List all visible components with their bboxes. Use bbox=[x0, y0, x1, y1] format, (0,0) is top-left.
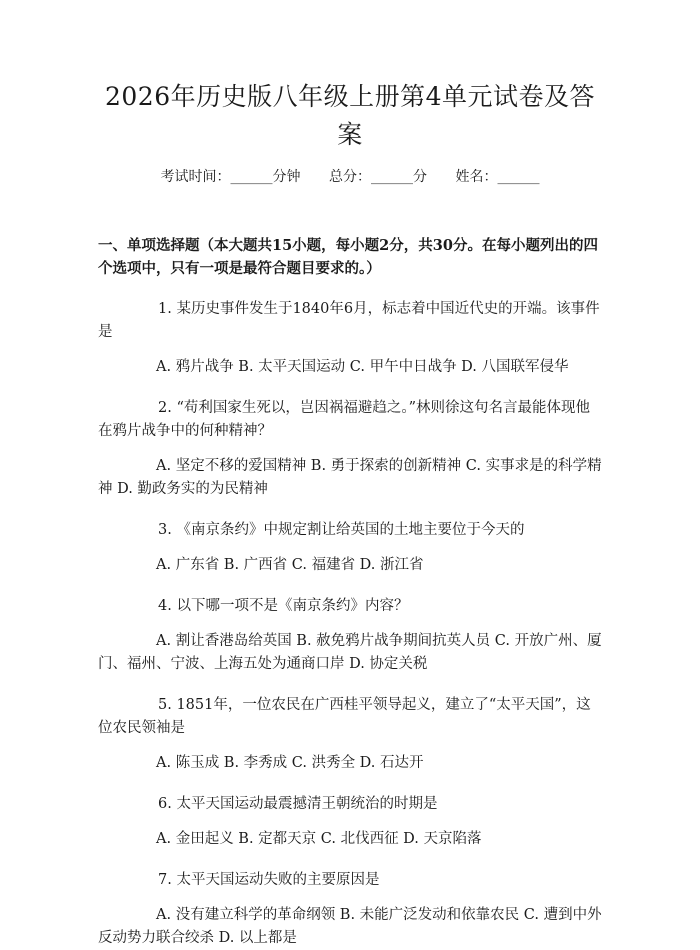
question-4-options: A. 割让香港岛给英国 B. 赦免鸦片战争期间抗英人员 C. 开放广州、厦门、福州、宁波、上海五处为通商口岸 D. 协定关税 bbox=[98, 633, 602, 672]
question-text: 太平天国运动失败的主要原因是 bbox=[176, 872, 380, 888]
question-6 bbox=[98, 793, 602, 816]
question-7-options: A. 没有建立科学的革命纲领 B. 未能广泛发动和依靠农民 C. 遭到中外反动势力联合绞杀 D. 以上都是 bbox=[98, 907, 602, 946]
question-3 bbox=[98, 519, 602, 542]
question-number: 1. bbox=[158, 301, 172, 317]
question-number: 4. bbox=[158, 598, 172, 614]
question-text: 《南京条约》中规定割让给英国的土地主要位于今天的 bbox=[176, 522, 525, 538]
exam-score-field: 总分：______分 bbox=[329, 169, 427, 185]
question-4 bbox=[98, 595, 602, 618]
exam-name-field: 姓名：______ bbox=[455, 169, 540, 185]
question-number: 3. bbox=[158, 522, 172, 538]
page-title: 2026年历史版八年级上册第4单元试卷及答案 bbox=[104, 82, 596, 149]
question-2 bbox=[98, 397, 602, 443]
question-1-options: A. 鸦片战争 B. 太平天国运动 C. 甲午中日战争 D. 八国联军侵华 bbox=[156, 359, 569, 375]
question-text: 以下哪一项不是《南京条约》内容？ bbox=[176, 598, 409, 614]
question-text: “苟利国家生死以，岂因祸福避趋之。”林则徐这句名言最能体现他在鸦片战争中的何种精神？ bbox=[98, 400, 591, 439]
question-number: 6. bbox=[158, 796, 172, 812]
question-1 bbox=[98, 298, 602, 344]
question-number: 2. bbox=[158, 400, 172, 416]
question-number: 5. bbox=[158, 697, 172, 713]
section-heading: 一、单项选择题（本大题共15小题，每小题2分，共30分。在每小题列出的四个选项中，只有一项是最符合题目要求的。） bbox=[98, 237, 598, 277]
question-text: 太平天国运动最震撼清王朝统治的时期是 bbox=[176, 796, 438, 812]
question-list bbox=[98, 298, 602, 950]
question-2-options: A. 坚定不移的爱国精神 B. 勇于探索的创新精神 C. 实事求是的科学精神 D. 勤政务实的为民精神 bbox=[98, 458, 602, 497]
question-text: 某历史事件发生于1840年6月，标志着中国近代史的开端。该事件是 bbox=[98, 301, 600, 340]
question-number: 7. bbox=[158, 872, 172, 888]
question-7 bbox=[98, 869, 602, 892]
exam-meta bbox=[98, 166, 602, 188]
question-text: 1851年，一位农民在广西桂平领导起义，建立了“太平天国”，这位农民领袖是 bbox=[98, 697, 591, 736]
question-3-options: A. 广东省 B. 广西省 C. 福建省 D. 浙江省 bbox=[156, 557, 424, 573]
question-5 bbox=[98, 694, 602, 740]
question-5-options: A. 陈玉成 B. 李秀成 C. 洪秀全 D. 石达开 bbox=[156, 755, 424, 771]
question-6-options: A. 金田起义 B. 定都天京 C. 北伐西征 D. 天京陷落 bbox=[156, 831, 482, 847]
exam-time-field: 考试时间：______分钟 bbox=[160, 169, 301, 185]
